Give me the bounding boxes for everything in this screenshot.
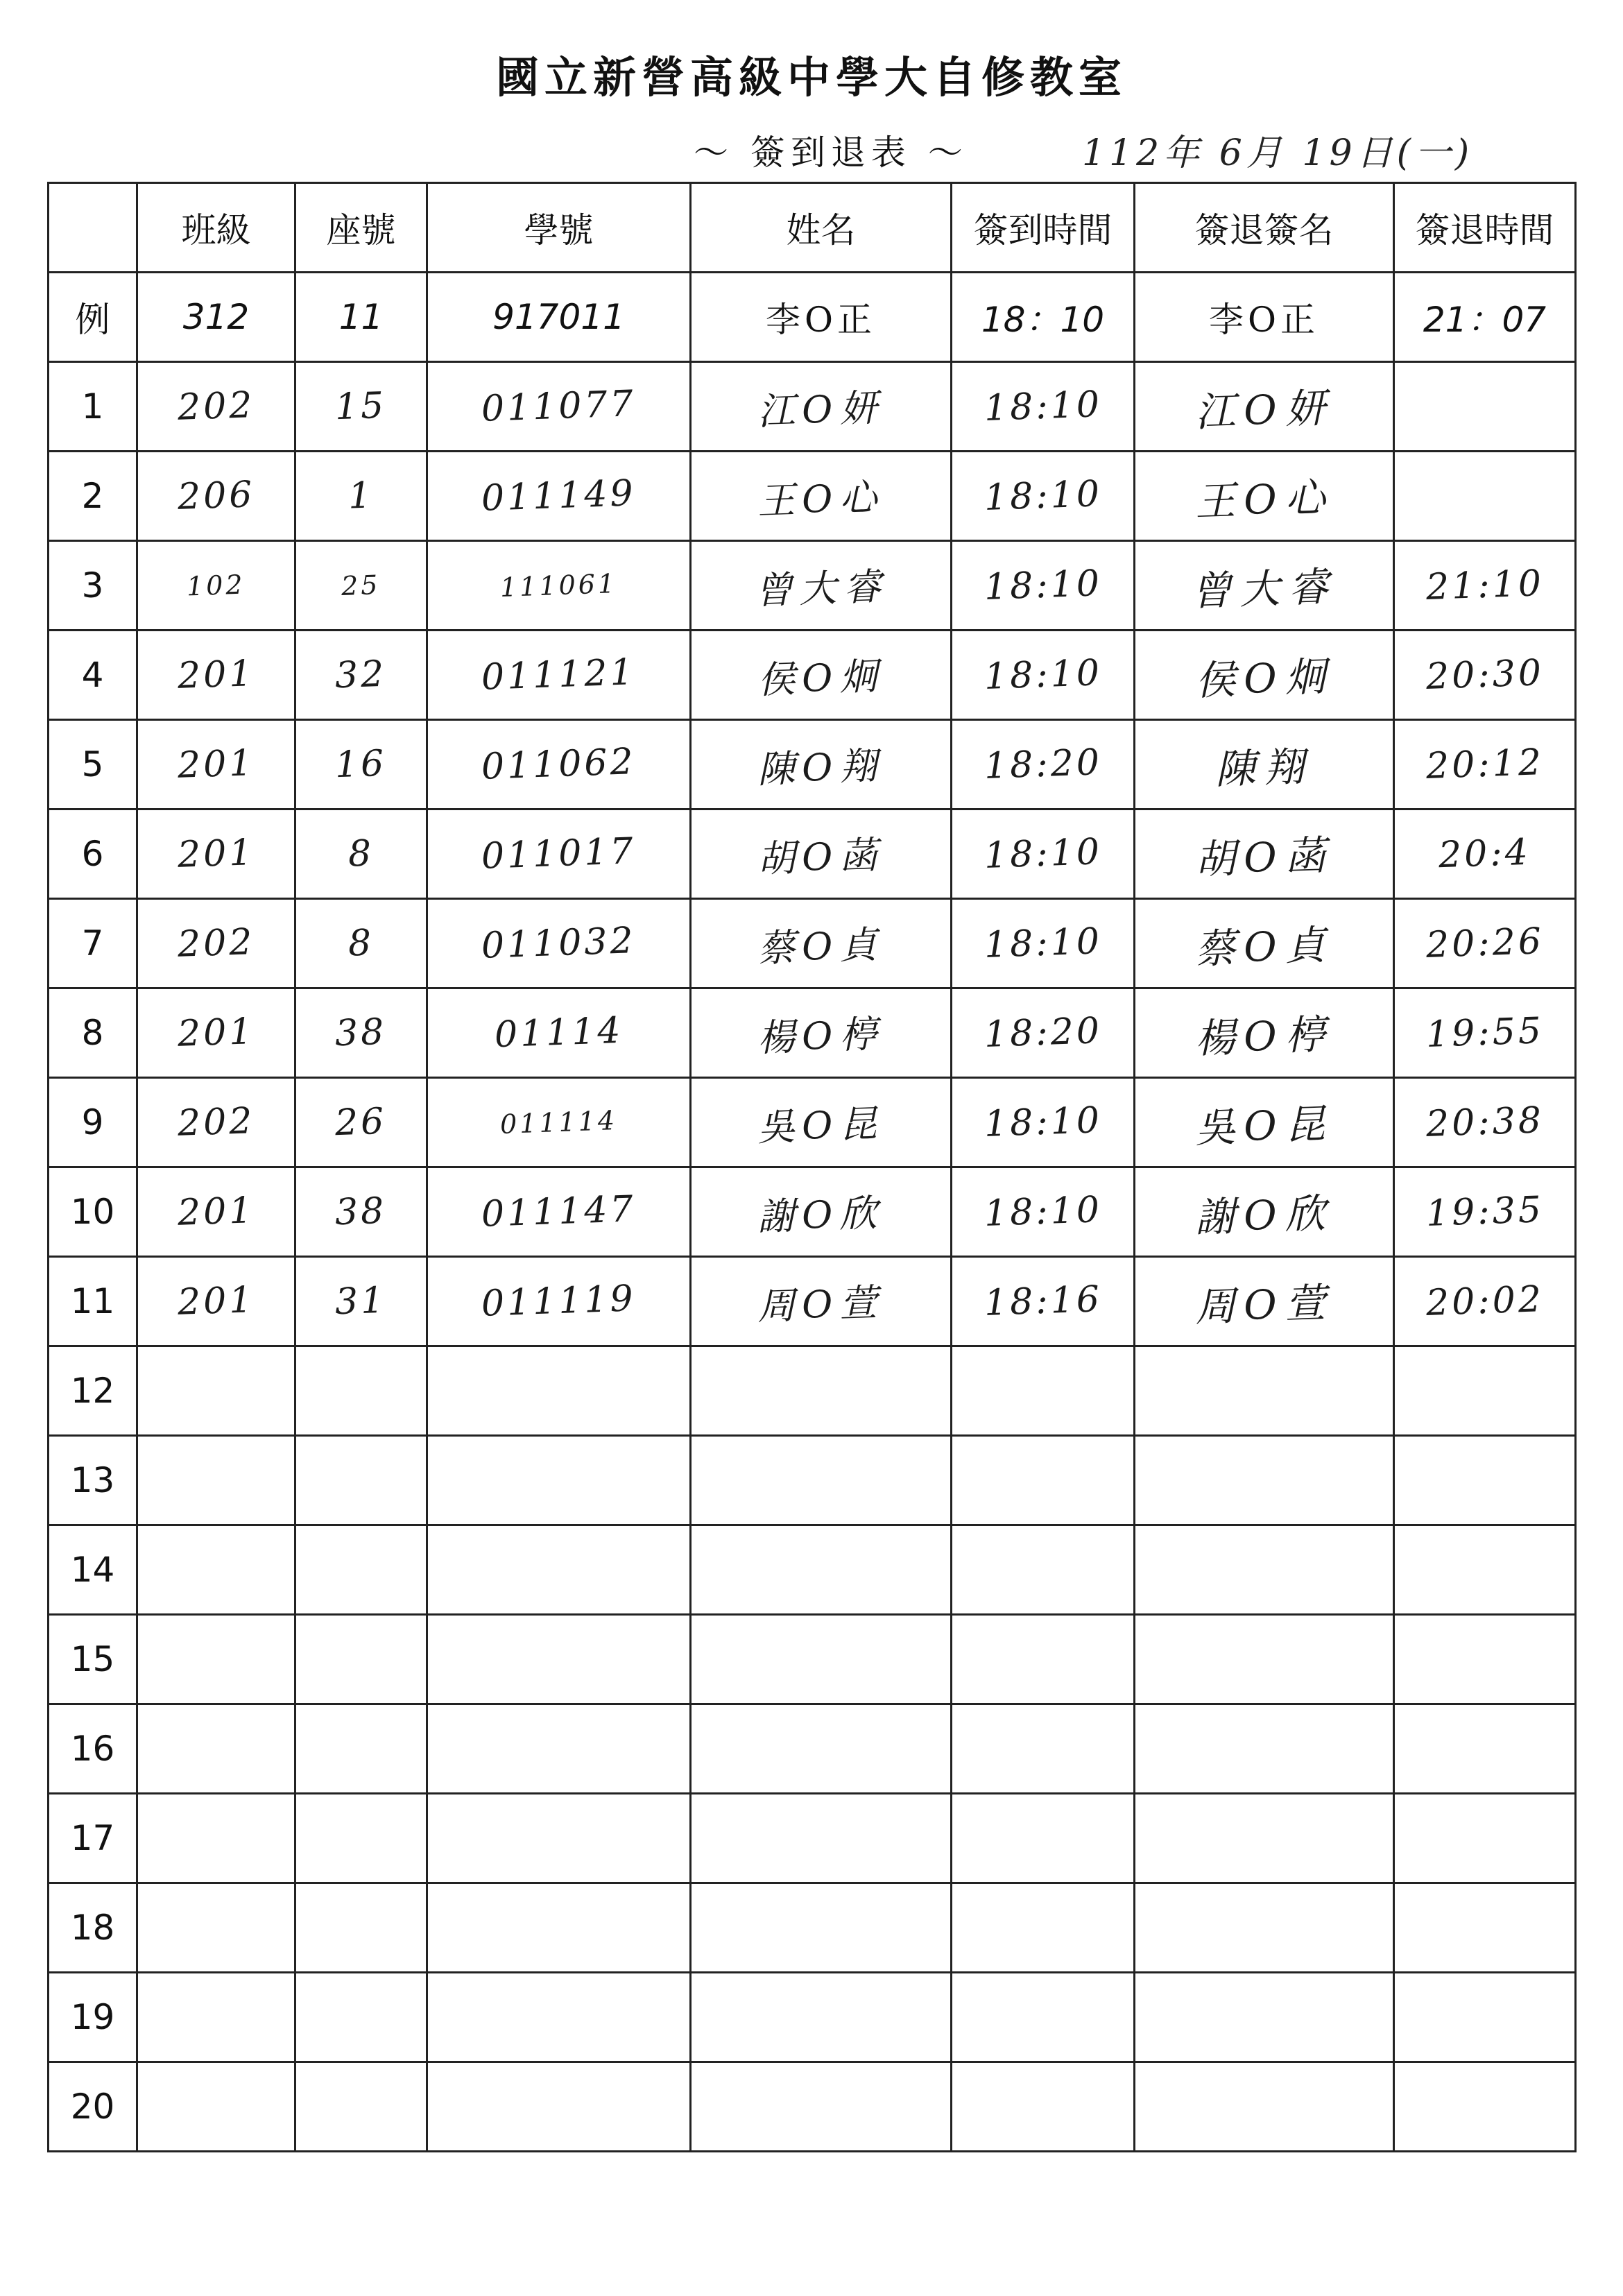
cell-name-text: 吳O昆 bbox=[757, 1101, 885, 1149]
column-header-name: 姓名 bbox=[691, 183, 952, 273]
cell-checkout-time bbox=[1394, 1346, 1576, 1436]
cell-checkin-time bbox=[952, 1346, 1135, 1436]
cell-student-id-text: 011149 bbox=[481, 472, 637, 520]
cell-checkout-time bbox=[1394, 1257, 1576, 1346]
cell-checkout-time-text: 21:10 bbox=[1425, 563, 1545, 608]
cell-checkin-time bbox=[952, 362, 1135, 452]
cell-class-text: 201 bbox=[176, 1279, 256, 1323]
cell-checkout-signature bbox=[1135, 1704, 1394, 1794]
cell-name bbox=[691, 1078, 952, 1167]
cell-name bbox=[691, 541, 952, 631]
cell-class bbox=[137, 541, 295, 631]
cell-checkin-time-text: 18:10 bbox=[983, 473, 1103, 519]
cell-checkout-signature-text: 王O心 bbox=[1194, 473, 1334, 526]
cell-name bbox=[691, 631, 952, 720]
cell-checkout-signature bbox=[1135, 1346, 1394, 1436]
cell-name bbox=[691, 1883, 952, 1973]
cell-checkout-time-text: 20:26 bbox=[1425, 920, 1545, 966]
cell-checkin-time bbox=[952, 988, 1135, 1078]
table-row bbox=[49, 1973, 1576, 2062]
cell-checkout-time-text: 20:30 bbox=[1425, 652, 1545, 698]
cell-class bbox=[137, 2062, 295, 2152]
row-number: 1 bbox=[49, 362, 137, 452]
cell-checkin-time-text: 18:10 bbox=[983, 920, 1103, 966]
cell-name bbox=[691, 1615, 952, 1704]
row-number: 5 bbox=[49, 720, 137, 809]
example-signature: 李O正 bbox=[1135, 273, 1394, 362]
cell-student-id-text: 011017 bbox=[481, 830, 637, 877]
cell-student-id-text: 011077 bbox=[481, 383, 637, 430]
cell-seat-text: 31 bbox=[334, 1279, 388, 1323]
cell-checkout-signature bbox=[1135, 1436, 1394, 1525]
sheet-date: 112年 6月 19日(一) bbox=[1082, 132, 1474, 174]
cell-checkin-time bbox=[952, 452, 1135, 541]
cell-student-id bbox=[427, 1794, 691, 1883]
cell-name bbox=[691, 720, 952, 809]
cell-checkout-time-text: 20:12 bbox=[1425, 742, 1545, 787]
cell-class-text: 201 bbox=[176, 1190, 256, 1234]
cell-checkout-signature-text: 周O萱 bbox=[1194, 1278, 1334, 1331]
cell-class bbox=[137, 720, 295, 809]
example-checkout: 21：07 bbox=[1394, 273, 1576, 362]
cell-seat bbox=[295, 1525, 427, 1615]
cell-checkout-time bbox=[1394, 899, 1576, 988]
table-row bbox=[49, 631, 1576, 720]
cell-class-text: 206 bbox=[176, 474, 256, 518]
cell-seat bbox=[295, 1078, 427, 1167]
cell-name bbox=[691, 988, 952, 1078]
cell-checkout-signature bbox=[1135, 1973, 1394, 2062]
cell-checkout-signature bbox=[1135, 1794, 1394, 1883]
cell-checkout-time bbox=[1394, 1167, 1576, 1257]
cell-checkout-signature bbox=[1135, 1525, 1394, 1615]
row-number: 2 bbox=[49, 452, 137, 541]
cell-checkout-time-text: 20:4 bbox=[1438, 831, 1531, 877]
cell-checkout-time bbox=[1394, 631, 1576, 720]
cell-checkout-signature bbox=[1135, 2062, 1394, 2152]
cell-checkin-time-text: 18:10 bbox=[983, 384, 1103, 429]
cell-checkout-time bbox=[1394, 1436, 1576, 1525]
cell-checkout-signature-text: 江O妍 bbox=[1194, 384, 1334, 436]
cell-checkout-signature-text: 吳O昆 bbox=[1194, 1099, 1334, 1152]
cell-class bbox=[137, 362, 295, 452]
cell-name bbox=[691, 1346, 952, 1436]
row-number: 4 bbox=[49, 631, 137, 720]
cell-class bbox=[137, 1883, 295, 1973]
cell-seat bbox=[295, 1436, 427, 1525]
cell-seat-text: 26 bbox=[334, 1100, 388, 1145]
cell-checkout-time-text: 19:35 bbox=[1425, 1189, 1545, 1235]
cell-seat-text: 15 bbox=[334, 384, 388, 429]
cell-checkin-time bbox=[952, 1167, 1135, 1257]
cell-name-text: 胡O菡 bbox=[757, 832, 885, 881]
cell-checkin-time-text: 18:10 bbox=[983, 652, 1103, 698]
cell-seat bbox=[295, 720, 427, 809]
cell-checkout-time bbox=[1394, 362, 1576, 452]
cell-checkout-time bbox=[1394, 1794, 1576, 1883]
cell-checkout-time-text: 19:55 bbox=[1425, 1010, 1545, 1056]
row-number: 17 bbox=[49, 1794, 137, 1883]
cell-checkout-signature bbox=[1135, 1078, 1394, 1167]
cell-checkout-time bbox=[1394, 720, 1576, 809]
row-number: 9 bbox=[49, 1078, 137, 1167]
cell-student-id bbox=[427, 631, 691, 720]
page-title: 國立新營高級中學大自修教室 bbox=[495, 52, 1127, 103]
row-number: 20 bbox=[49, 2062, 137, 2152]
cell-name bbox=[691, 809, 952, 899]
cell-class bbox=[137, 1436, 295, 1525]
page-subtitle: 〜 簽到退表 〜 bbox=[694, 132, 968, 173]
example-name: 李O正 bbox=[691, 273, 952, 362]
row-number: 14 bbox=[49, 1525, 137, 1615]
cell-checkout-time bbox=[1394, 1615, 1576, 1704]
row-number: 19 bbox=[49, 1973, 137, 2062]
cell-name-text: 王O心 bbox=[757, 474, 885, 523]
column-header-checkout-signature: 簽退簽名 bbox=[1135, 183, 1394, 273]
cell-checkout-time bbox=[1394, 2062, 1576, 2152]
cell-checkout-signature bbox=[1135, 362, 1394, 452]
column-header-checkout-time: 簽退時間 bbox=[1394, 183, 1576, 273]
cell-student-id bbox=[427, 1167, 691, 1257]
example-student-id: 917011 bbox=[427, 273, 691, 362]
cell-seat bbox=[295, 1346, 427, 1436]
table-row bbox=[49, 452, 1576, 541]
cell-class bbox=[137, 1257, 295, 1346]
cell-checkin-time-text: 18:10 bbox=[983, 1189, 1103, 1235]
cell-checkin-time bbox=[952, 1704, 1135, 1794]
column-header-student-id: 學號 bbox=[427, 183, 691, 273]
cell-student-id bbox=[427, 2062, 691, 2152]
row-number: 11 bbox=[49, 1257, 137, 1346]
row-number: 6 bbox=[49, 809, 137, 899]
cell-name bbox=[691, 1167, 952, 1257]
cell-checkin-time-text: 18:20 bbox=[983, 742, 1103, 787]
cell-checkin-time bbox=[952, 1525, 1135, 1615]
table-row bbox=[49, 1615, 1576, 1704]
cell-class bbox=[137, 988, 295, 1078]
table-row bbox=[49, 1346, 1576, 1436]
cell-name-text: 江O妍 bbox=[757, 385, 885, 434]
cell-checkin-time-text: 18:16 bbox=[983, 1278, 1103, 1324]
cell-checkin-time bbox=[952, 1794, 1135, 1883]
row-number: 12 bbox=[49, 1346, 137, 1436]
cell-student-id bbox=[427, 899, 691, 988]
cell-class-text: 202 bbox=[176, 384, 256, 429]
cell-student-id-text: 011119 bbox=[481, 1278, 637, 1325]
header-row bbox=[49, 183, 1576, 273]
cell-class bbox=[137, 1794, 295, 1883]
cell-checkout-signature bbox=[1135, 1883, 1394, 1973]
cell-class bbox=[137, 899, 295, 988]
cell-class-text: 201 bbox=[176, 742, 256, 787]
table-row bbox=[49, 1436, 1576, 1525]
table-row bbox=[49, 541, 1576, 631]
cell-class-text: 201 bbox=[176, 832, 256, 876]
cell-seat bbox=[295, 1883, 427, 1973]
cell-name-text: 侯O炯 bbox=[757, 653, 885, 702]
cell-checkout-signature-text: 楊O楟 bbox=[1194, 1010, 1334, 1063]
cell-seat bbox=[295, 1167, 427, 1257]
cell-class bbox=[137, 1704, 295, 1794]
cell-seat bbox=[295, 1794, 427, 1883]
cell-checkout-signature-text: 胡O菡 bbox=[1194, 831, 1334, 884]
cell-student-id bbox=[427, 1436, 691, 1525]
cell-student-id bbox=[427, 1346, 691, 1436]
cell-student-id bbox=[427, 1883, 691, 1973]
cell-seat bbox=[295, 1973, 427, 2062]
cell-name bbox=[691, 1257, 952, 1346]
cell-checkout-signature bbox=[1135, 631, 1394, 720]
example-checkin: 18：10 bbox=[952, 273, 1135, 362]
cell-student-id bbox=[427, 1078, 691, 1167]
cell-class bbox=[137, 1078, 295, 1167]
cell-checkout-time bbox=[1394, 1973, 1576, 2062]
cell-class bbox=[137, 631, 295, 720]
cell-checkout-signature-text: 謝O欣 bbox=[1194, 1189, 1334, 1242]
table-body bbox=[49, 273, 1576, 2152]
cell-checkout-time bbox=[1394, 541, 1576, 631]
cell-checkout-signature bbox=[1135, 988, 1394, 1078]
cell-student-id bbox=[427, 1973, 691, 2062]
attendance-table bbox=[47, 182, 1577, 2152]
row-number: 8 bbox=[49, 988, 137, 1078]
cell-seat bbox=[295, 809, 427, 899]
cell-seat-text: 32 bbox=[334, 653, 388, 697]
cell-class-text: 201 bbox=[176, 653, 256, 697]
cell-name bbox=[691, 2062, 952, 2152]
cell-checkout-signature-text: 曾大睿 bbox=[1190, 563, 1338, 615]
cell-checkout-time bbox=[1394, 1078, 1576, 1167]
cell-checkin-time-text: 18:10 bbox=[983, 831, 1103, 877]
row-number: 7 bbox=[49, 899, 137, 988]
cell-checkin-time bbox=[952, 899, 1135, 988]
cell-checkin-time-text: 18:10 bbox=[983, 1099, 1103, 1145]
column-header-checkin-time: 簽到時間 bbox=[952, 183, 1135, 273]
cell-checkout-time bbox=[1394, 452, 1576, 541]
cell-checkin-time bbox=[952, 1615, 1135, 1704]
example-row bbox=[49, 273, 1576, 362]
cell-checkout-signature bbox=[1135, 541, 1394, 631]
cell-checkin-time bbox=[952, 1078, 1135, 1167]
cell-seat-text: 16 bbox=[334, 742, 388, 787]
table-row bbox=[49, 1704, 1576, 1794]
cell-student-id bbox=[427, 1525, 691, 1615]
cell-class bbox=[137, 1615, 295, 1704]
cell-checkout-signature-text: 侯O炯 bbox=[1194, 652, 1334, 705]
cell-class bbox=[137, 809, 295, 899]
cell-checkin-time bbox=[952, 1257, 1135, 1346]
cell-seat bbox=[295, 1257, 427, 1346]
cell-checkin-time bbox=[952, 1973, 1135, 2062]
cell-seat bbox=[295, 362, 427, 452]
cell-class-text: 102 bbox=[186, 569, 246, 602]
cell-seat-text: 25 bbox=[341, 569, 381, 601]
cell-checkin-time bbox=[952, 1436, 1135, 1525]
cell-class bbox=[137, 1525, 295, 1615]
cell-checkout-signature bbox=[1135, 720, 1394, 809]
cell-checkin-time bbox=[952, 1883, 1135, 1973]
table-row bbox=[49, 809, 1576, 899]
cell-seat bbox=[295, 541, 427, 631]
cell-seat-text: 1 bbox=[347, 474, 375, 517]
cell-checkout-signature-text: 蔡O貞 bbox=[1194, 920, 1334, 973]
cell-class bbox=[137, 1973, 295, 2062]
cell-checkout-signature bbox=[1135, 1615, 1394, 1704]
cell-checkin-time bbox=[952, 631, 1135, 720]
cell-name bbox=[691, 1525, 952, 1615]
cell-name bbox=[691, 1436, 952, 1525]
cell-seat-text: 38 bbox=[334, 1011, 388, 1055]
cell-seat-text: 38 bbox=[334, 1190, 388, 1234]
row-number: 10 bbox=[49, 1167, 137, 1257]
column-header-index bbox=[49, 183, 137, 273]
row-number: 15 bbox=[49, 1615, 137, 1704]
cell-checkout-time bbox=[1394, 988, 1576, 1078]
cell-class bbox=[137, 1346, 295, 1436]
table-row bbox=[49, 720, 1576, 809]
column-header-seat: 座號 bbox=[295, 183, 427, 273]
cell-checkin-time bbox=[952, 2062, 1135, 2152]
cell-student-id-text: 011032 bbox=[481, 920, 637, 967]
cell-checkout-time-text: 20:02 bbox=[1425, 1278, 1545, 1324]
cell-name-text: 曾大睿 bbox=[753, 564, 888, 612]
cell-student-id-text: 011114 bbox=[499, 1105, 618, 1140]
cell-student-id bbox=[427, 452, 691, 541]
table-row bbox=[49, 362, 1576, 452]
cell-class bbox=[137, 1167, 295, 1257]
cell-class-text: 201 bbox=[176, 1011, 256, 1055]
cell-name-text: 楊O楟 bbox=[757, 1011, 885, 1060]
cell-student-id-text: 011062 bbox=[481, 741, 637, 788]
cell-class-text: 202 bbox=[176, 1100, 256, 1145]
cell-checkout-time bbox=[1394, 809, 1576, 899]
cell-checkout-signature bbox=[1135, 809, 1394, 899]
table-row bbox=[49, 1794, 1576, 1883]
cell-student-id-text: 01114 bbox=[493, 1009, 624, 1056]
cell-class bbox=[137, 452, 295, 541]
cell-name bbox=[691, 452, 952, 541]
table-row bbox=[49, 1883, 1576, 1973]
cell-checkout-signature bbox=[1135, 1167, 1394, 1257]
cell-seat bbox=[295, 899, 427, 988]
table-row bbox=[49, 899, 1576, 988]
cell-seat-text: 8 bbox=[347, 922, 375, 965]
cell-seat bbox=[295, 988, 427, 1078]
cell-class-text: 202 bbox=[176, 921, 256, 966]
cell-name bbox=[691, 362, 952, 452]
example-label: 例 bbox=[49, 273, 137, 362]
cell-student-id bbox=[427, 362, 691, 452]
example-seat: 11 bbox=[295, 273, 427, 362]
cell-seat-text: 8 bbox=[347, 832, 375, 875]
cell-checkout-time bbox=[1394, 1883, 1576, 1973]
cell-name bbox=[691, 1704, 952, 1794]
row-number: 16 bbox=[49, 1704, 137, 1794]
cell-seat bbox=[295, 2062, 427, 2152]
cell-checkout-time bbox=[1394, 1525, 1576, 1615]
table-row bbox=[49, 2062, 1576, 2152]
cell-seat bbox=[295, 1615, 427, 1704]
cell-checkout-time-text: 20:38 bbox=[1425, 1099, 1545, 1145]
cell-name-text: 周O萱 bbox=[757, 1280, 885, 1328]
column-header-class: 班級 bbox=[137, 183, 295, 273]
cell-checkin-time bbox=[952, 541, 1135, 631]
cell-student-id bbox=[427, 541, 691, 631]
cell-student-id bbox=[427, 720, 691, 809]
cell-checkin-time bbox=[952, 720, 1135, 809]
cell-checkout-signature bbox=[1135, 899, 1394, 988]
cell-checkin-time-text: 18:20 bbox=[983, 1010, 1103, 1056]
cell-student-id bbox=[427, 1257, 691, 1346]
table-row bbox=[49, 1525, 1576, 1615]
table-row bbox=[49, 1257, 1576, 1346]
cell-student-id-text: 111061 bbox=[499, 568, 618, 603]
cell-checkout-signature bbox=[1135, 1257, 1394, 1346]
cell-student-id bbox=[427, 1704, 691, 1794]
cell-student-id bbox=[427, 809, 691, 899]
example-class: 312 bbox=[137, 273, 295, 362]
cell-student-id bbox=[427, 1615, 691, 1704]
cell-checkin-time-text: 18:10 bbox=[983, 563, 1103, 608]
row-number: 18 bbox=[49, 1883, 137, 1973]
cell-name bbox=[691, 1973, 952, 2062]
cell-seat bbox=[295, 1704, 427, 1794]
cell-name bbox=[691, 1794, 952, 1883]
row-number: 13 bbox=[49, 1436, 137, 1525]
table-row bbox=[49, 1078, 1576, 1167]
cell-student-id-text: 011147 bbox=[481, 1188, 637, 1235]
cell-checkout-signature-text: 陳翔 bbox=[1214, 742, 1314, 794]
cell-seat bbox=[295, 452, 427, 541]
cell-name-text: 謝O欣 bbox=[757, 1190, 885, 1239]
cell-name-text: 蔡O貞 bbox=[757, 922, 885, 970]
cell-checkin-time bbox=[952, 809, 1135, 899]
cell-seat bbox=[295, 631, 427, 720]
table-row bbox=[49, 1167, 1576, 1257]
cell-student-id bbox=[427, 988, 691, 1078]
table-row bbox=[49, 988, 1576, 1078]
cell-name bbox=[691, 899, 952, 988]
cell-checkout-time bbox=[1394, 1704, 1576, 1794]
cell-student-id-text: 011121 bbox=[481, 651, 637, 699]
cell-name-text: 陳O翔 bbox=[757, 743, 885, 791]
cell-checkout-signature bbox=[1135, 452, 1394, 541]
row-number: 3 bbox=[49, 541, 137, 631]
